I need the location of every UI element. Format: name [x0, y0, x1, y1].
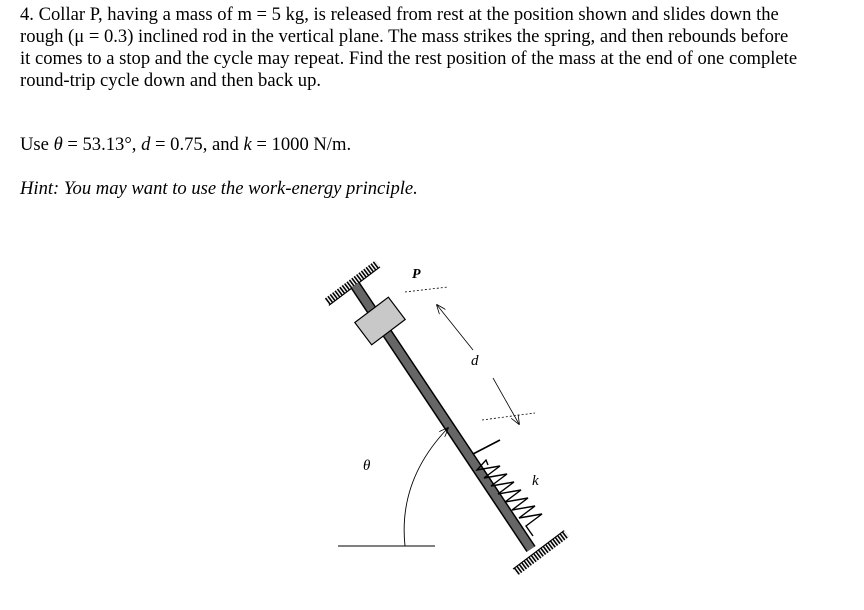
problem-line-4: round-trip cycle down and then back up.	[20, 70, 322, 91]
angle-theta	[338, 428, 448, 546]
givens-k-symbol: k	[243, 134, 252, 155]
problem-line-3: it comes to a stop and the cycle may repeat. Find the rest position of the mass at the end of one complete	[20, 48, 798, 69]
label-d: d	[471, 353, 479, 369]
givens-theta-value: = 53.13°,	[62, 134, 142, 155]
hint-text: Hint: You may want to use the work-energy principle.	[20, 178, 418, 199]
problem-line-2: rough (μ = 0.3) inclined rod in the vertical plane. The mass strikes the spring, and then rebounds before	[20, 26, 789, 47]
label-k: k	[532, 473, 539, 489]
givens-theta-symbol: θ	[53, 134, 63, 155]
problem-text-1: Collar P, having a mass of m = 5 kg, is released from rest at the position shown and slides down the	[38, 4, 779, 25]
givens-prefix: Use	[20, 134, 54, 155]
givens-d-symbol: d	[141, 134, 151, 155]
top-ground-support	[324, 261, 380, 306]
label-theta: θ	[363, 458, 371, 474]
dimension-d	[405, 287, 535, 424]
givens-k-value: = 1000 N/m.	[251, 134, 352, 155]
problem-number: 4.	[20, 4, 34, 25]
spring-end-plate	[473, 440, 500, 454]
label-p: P	[412, 267, 421, 282]
givens-d-value: = 0.75, and	[150, 134, 244, 155]
